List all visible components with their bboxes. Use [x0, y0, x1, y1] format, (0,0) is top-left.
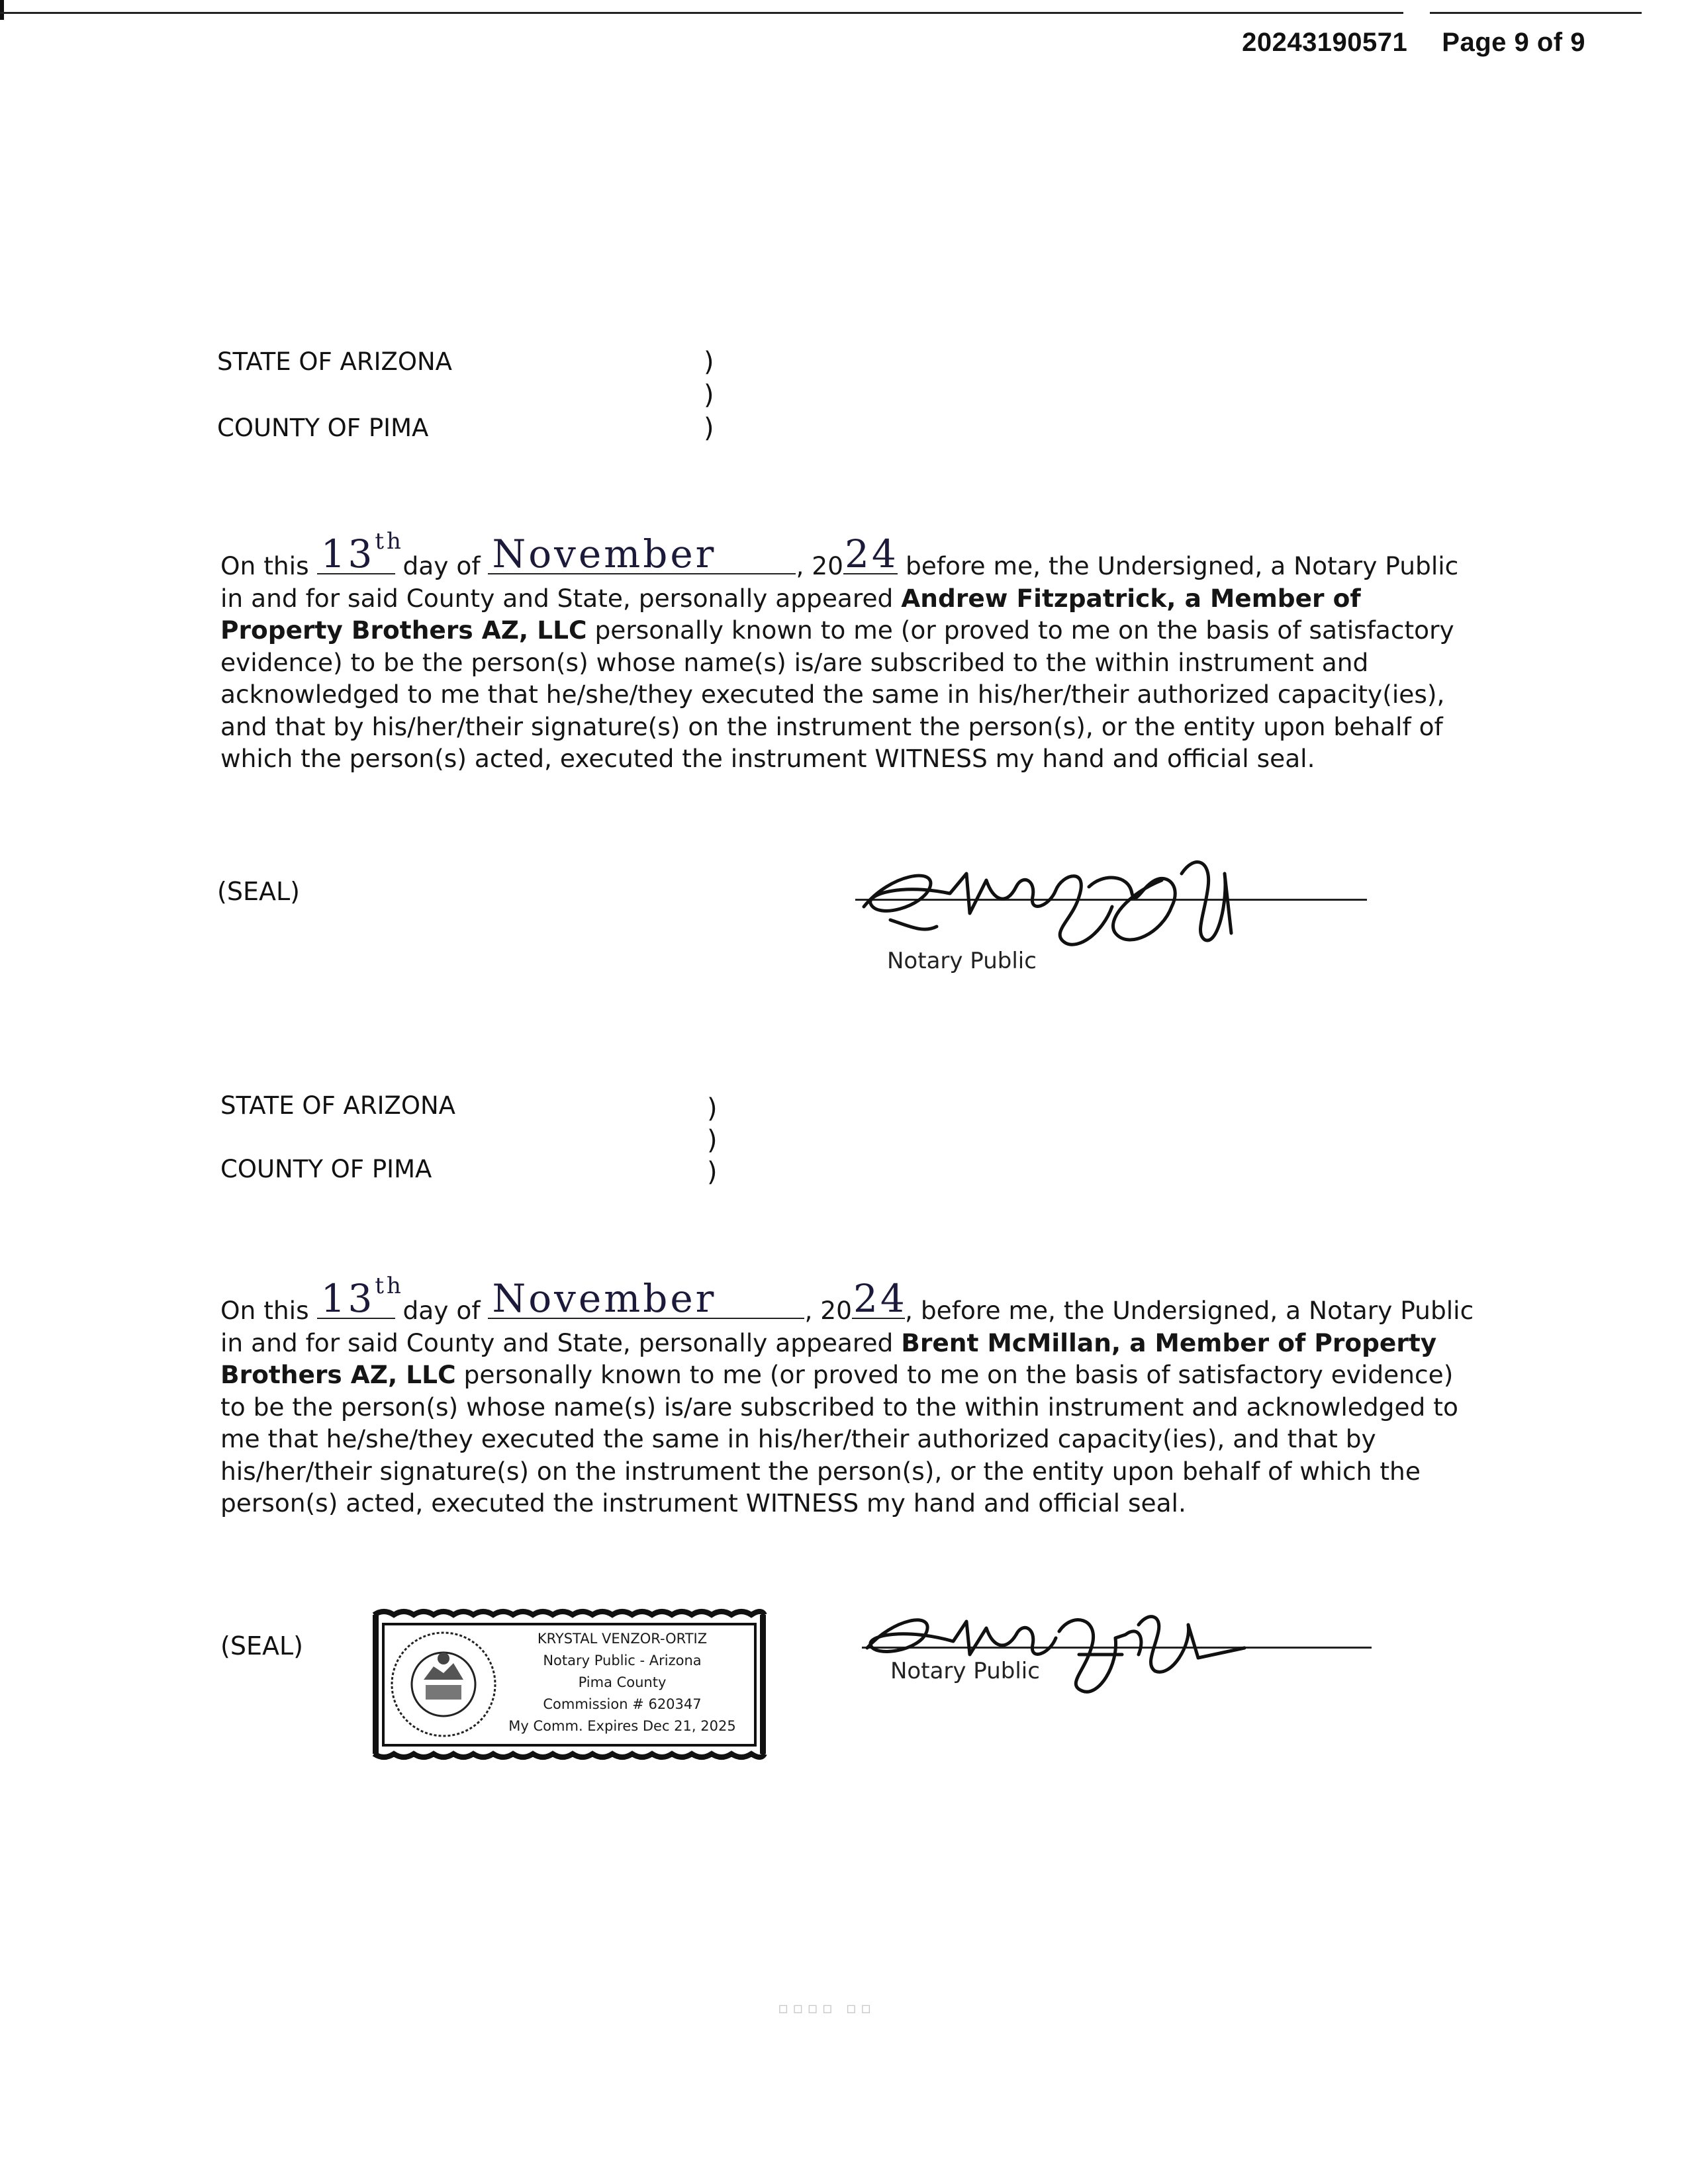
year-handwritten: 24 — [853, 1276, 908, 1321]
scan-edge-mark — [0, 0, 4, 20]
venue-county-2: COUNTY OF PIMA — [220, 1155, 432, 1183]
venue-state-1: STATE OF ARIZONA — [217, 347, 452, 376]
venue-state-2: STATE OF ARIZONA — [220, 1091, 455, 1120]
venue-paren-2c: ) — [707, 1157, 718, 1187]
acknowledgment-paragraph-1 — [220, 528, 1478, 775]
month-handwritten: November — [492, 1276, 717, 1321]
day-field — [317, 1273, 404, 1321]
stamp-notary-name: KRYSTAL VENZOR-ORTIZ — [537, 1631, 708, 1647]
acknowledgment-body: personally known to me (or proved to me on the basis of satisfactory evidence) to be the person(s) whose name(s) is/are subscribed to the within instrument and acknowledged to me that he/she/they executed the same in his/her/their authorized capacity(ies), and that by his/her/their signature(s) on the instrument the person(s), or the entity upon behalf of which the person(s) acted, executed the instrument WITNESS my hand and official seal. — [220, 1360, 1458, 1518]
year-prefix-text: , 20 — [796, 551, 844, 580]
day-field — [317, 528, 404, 576]
stamp-notary-title: Notary Public - Arizona — [543, 1653, 702, 1668]
document-number: 20243190571 — [1242, 28, 1408, 57]
header-rule — [0, 12, 1642, 14]
day-of-text: day of — [402, 1296, 481, 1325]
header-rule-gap — [1403, 9, 1430, 16]
venue-paren-1a: ) — [704, 347, 714, 377]
appeared-party: Andrew Fitzpatrick, a Member of Property Brothers AZ, LLC — [220, 583, 1361, 645]
stamp-expiration: My Comm. Expires Dec 21, 2025 — [508, 1718, 736, 1734]
notary-signature-2 — [854, 1585, 1251, 1717]
before-me-text: before me, the Undersigned, a Notary Public in and for said County and State, personally appeared — [220, 551, 1459, 613]
seal-label-1: (SEAL) — [217, 877, 300, 906]
venue-paren-1b: ) — [704, 380, 714, 410]
seal-label-2: (SEAL) — [220, 1631, 303, 1661]
acknowledgment-paragraph-2 — [220, 1273, 1478, 1520]
venue-paren-2b: ) — [707, 1125, 718, 1156]
stamp-county: Pima County — [578, 1674, 667, 1690]
day-handwritten: 13th — [320, 1273, 404, 1321]
year-field — [843, 531, 899, 576]
acknowledgment-body: personally known to me (or proved to me on the basis of satisfactory evidence) to be the person(s) whose name(s) is/are subscribed to the within instrument and acknowledged to me that he/she/they executed the same in his/her/their authorized capacity(ies), and that by his/her/their signature(s) on the instrument the person(s), or the entity upon behalf of which the person(s) acted, executed the instrument WITNESS my hand and official seal. — [220, 615, 1454, 773]
signature-line-2 — [862, 1647, 1372, 1649]
arizona-state-seal-icon — [392, 1633, 495, 1736]
page-header — [1242, 28, 1585, 58]
appeared-party: Brent McMillan, a Member of Property Brothers AZ, LLC — [220, 1328, 1437, 1389]
day-handwritten: 13th — [320, 528, 404, 576]
venue-county-1: COUNTY OF PIMA — [217, 414, 429, 442]
notary-public-label-1: Notary Public — [887, 948, 1037, 974]
notary-stamp-text — [496, 1628, 748, 1737]
on-this-text: On this — [220, 551, 309, 580]
notary-stamp — [367, 1607, 771, 1762]
year-handwritten: 24 — [845, 531, 899, 576]
notary-public-label-2: Notary Public — [890, 1658, 1040, 1684]
faint-scan-mark: ▫▫▫▫ ▫▫ — [778, 1999, 876, 2017]
on-this-text: On this — [220, 1296, 309, 1325]
page-number: Page 9 of 9 — [1442, 28, 1585, 57]
signature-line-1 — [855, 899, 1367, 901]
before-me-text: , before me, the Undersigned, a Notary Public in and for said County and State, personally appeared — [220, 1296, 1474, 1357]
month-field — [488, 531, 796, 576]
stamp-commission: Commission # 620347 — [543, 1696, 702, 1712]
venue-paren-1c: ) — [704, 413, 714, 443]
day-of-text: day of — [402, 551, 481, 580]
month-field — [488, 1276, 804, 1321]
year-field — [852, 1276, 908, 1321]
year-prefix-text: , 20 — [804, 1296, 853, 1325]
month-handwritten: November — [492, 531, 717, 576]
venue-paren-2a: ) — [707, 1093, 718, 1124]
